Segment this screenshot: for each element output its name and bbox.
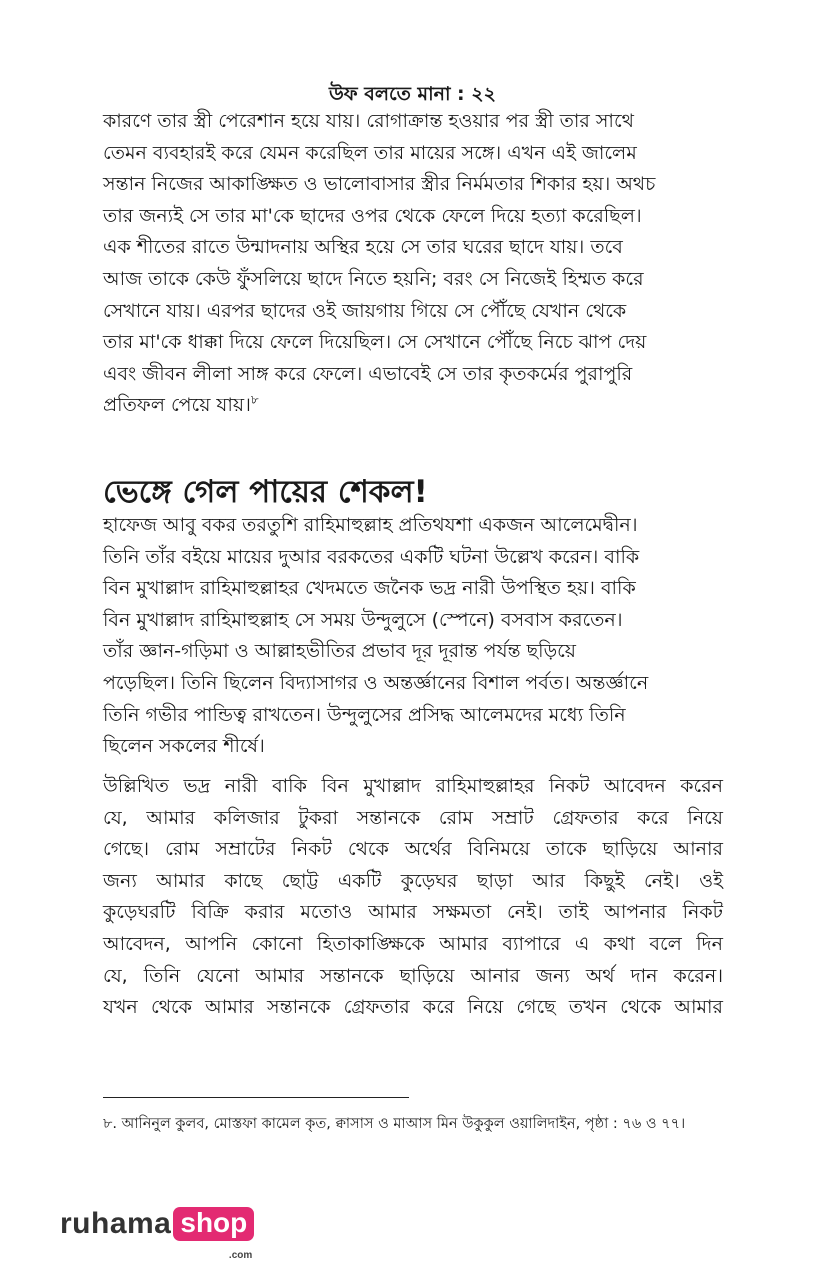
text-line: তিনি তাঁর বইয়ে মায়ের দুআর বরকতের একটি ঘটনা উল্লেখ করেন। বাকি bbox=[103, 545, 640, 568]
paragraph-request bbox=[103, 771, 723, 1024]
text-line: তেমন ব্যবহারই করে যেমন করেছিল তার মায়ের সঙ্গে। এখন এই জালেম bbox=[103, 141, 637, 164]
text-line: আজ তাকে কেউ ফুঁসলিয়ে ছাদে নিতে হয়নি; বরং সে নিজেই হিম্মত করে bbox=[103, 267, 644, 290]
text-line: গেছে। রোম সম্রাটের নিকট থেকে অর্থের বিনিময়ে তাকে ছাড়িয়ে আনার bbox=[103, 838, 723, 861]
text-line: যে, তিনি যেনো আমার সন্তানকে ছাড়িয়ে আনার জন্য অর্থ দান করেন। bbox=[103, 964, 723, 987]
text-line: তার জন্যই সে তার মা'কে ছাদের ওপর থেকে ফেলে দিয়ে হত্যা করেছিল। bbox=[103, 204, 642, 227]
text-line: তিনি গভীর পান্ডিত্ব রাখতেন। উন্দুলুসের প্রসিদ্ধ আলেমদের মধ্যে তিনি bbox=[103, 703, 626, 726]
text-line: বিন মুখাল্লাদ রাহিমাহুল্লাহর খেদমতে জনৈক ভদ্র নারী উপস্থিত হয়। বাকি bbox=[103, 577, 636, 600]
text-line: তার মা'কে ধাক্কা দিয়ে ফেলে দিয়েছিল। সে সেখানে পৌঁছে নিচে ঝাপ দেয় bbox=[103, 331, 647, 354]
text-line: এবং জীবন লীলা সাঙ্গ করে ফেলে। এভাবেই সে তার কৃতকর্মের পুরাপুরি bbox=[103, 362, 633, 385]
brand-domain: .com bbox=[228, 1250, 253, 1261]
text-line: হাফেজ আবু বকর তরতুশি রাহিমাহুল্লাহ প্রতিথযশা একজন আলেমেদ্বীন। bbox=[103, 514, 638, 536]
text-line: সেখানে যায়। এরপর ছাদের ওই জায়গায় গিয়ে সে পৌঁছে যেখান থেকে bbox=[103, 299, 627, 322]
ruhama-shop-logo bbox=[60, 1207, 254, 1261]
brand-shop-badge bbox=[173, 1207, 254, 1261]
text-line: তাঁর জ্ঞান-গড়িমা ও আল্লাহভীতির প্রভাব দূর দূরান্ত পর্যন্ত ছড়িয়ে bbox=[103, 640, 576, 663]
footnote-text: ৮. আনিনুল কুলব, মোস্তফা কামেল কৃত, ক্বাসাস ও মাআস মিন উকুকুল ওয়ালিদাইন, পৃষ্ঠা : ৭৬ ও ৭৭। bbox=[103, 1116, 686, 1132]
paragraph-introduction bbox=[103, 510, 723, 763]
text-line: উল্লিখিত ভদ্র নারী বাকি বিন মুখাল্লাদ রাহিমাহুল্লাহর নিকট আবেদন করেন bbox=[103, 775, 723, 797]
footnote-divider bbox=[103, 1097, 409, 1098]
brand-shop-label: shop bbox=[180, 1207, 248, 1238]
footnote-reference: ৮ bbox=[250, 393, 259, 408]
text-line: জন্য আমার কাছে ছোট্ট একটি কুড়েঘর ছাড়া আর কিছুই নেই। ওই bbox=[103, 869, 723, 892]
text-line: প্রতিফল পেয়ে যায়। bbox=[103, 394, 251, 417]
brand-name: ruhama bbox=[60, 1207, 172, 1240]
text-line: যখন থেকে আমার সন্তানকে গ্রেফতার করে নিয়ে গেছে তখন থেকে আমার bbox=[103, 996, 723, 1019]
text-line: কারণে তার স্ত্রী পেরেশান হয়ে যায়। রোগাক্রান্ত হওয়ার পর স্ত্রী তার সাথে bbox=[103, 110, 634, 132]
running-header: উফ বলতে মানা : ২২ bbox=[329, 83, 496, 105]
text-line: সন্তান নিজের আকাঙ্ক্ষিত ও ভালোবাসার স্ত্রীর নির্মমতার শিকার হয়। অথচ bbox=[103, 173, 656, 196]
text-line: পড়েছিল। তিনি ছিলেন বিদ্যাসাগর ও অন্তর্জ্ঞানের বিশাল পর্বত। অন্তর্জ্ঞানে bbox=[103, 671, 649, 694]
text-line: আবেদন, আপনি কোনো হিতাকাঙ্ক্ষিকে আমার ব্যাপারে এ কথা বলে দিন bbox=[103, 932, 723, 955]
paragraph-story-end bbox=[103, 106, 723, 422]
text-line: এক শীতের রাতে উন্মাদনায় অস্থির হয়ে সে তার ঘরের ছাদে যায়। তবে bbox=[103, 236, 623, 259]
text-line: ছিলেন সকলের শীর্ষে। bbox=[103, 735, 265, 758]
text-line: কুড়েঘরটি বিক্রি করার মতোও আমার সক্ষমতা নেই। তাই আপনার নিকট bbox=[103, 901, 723, 924]
section-heading: ভেঙ্গে গেল পায়ের শেকল! bbox=[103, 474, 428, 510]
text-line: যে, আমার কলিজার টুকরা সন্তানকে রোম সম্রাট গ্রেফতার করে নিয়ে bbox=[103, 806, 723, 829]
text-line: বিন মুখাল্লাদ রাহিমাহুল্লাহ সে সময় উন্দুলুসে (স্পেনে) বসবাস করতেন। bbox=[103, 608, 623, 631]
